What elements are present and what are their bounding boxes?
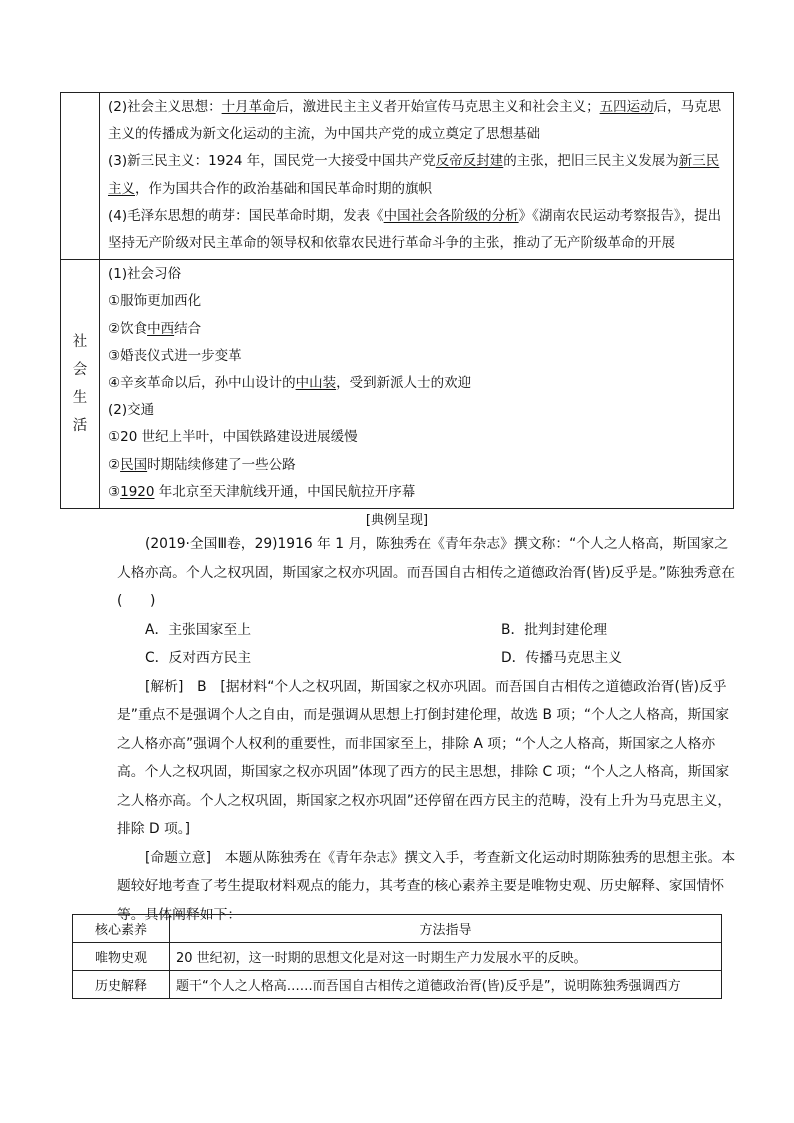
row-method-text: 20 世纪初，这一时期的思想文化是对这一时期生产力发展水平的反映。 [170, 943, 722, 971]
transport-aviation: ③1920 年北京至天津航线开通，中国民航拉开序幕 [108, 483, 416, 500]
transport-highway: ②民国时期陆续修建了一些公路 [108, 456, 296, 473]
mao-thought-item: (4)毛泽东思想的萌芽：国民革命时期，发表《中国社会各阶级的分析》《湖南农民运动考察报告》，提出坚持无产阶级对民主革命的领导权和依靠农民进行革命斗争的主张，推动了无产阶级革命的开展 [108, 207, 722, 252]
new-three-principles-item: (3)新三民主义：1924 年，国民党一大接受中国共产党反帝反封建的主张，把旧三民主义发展为新三民主义，作为国共合作的政治基础和国民革命时期的旗帜 [108, 153, 720, 197]
header-core-literacy: 核心素养 [73, 915, 170, 943]
social-life-label: 社 会 生 活 [61, 260, 100, 509]
option-d: D．传播马克思主义 [501, 650, 622, 666]
option-c: C．反对西方民主 [145, 650, 252, 666]
row-method-text: 题干“个人之人格高……而吾国自古相传之道德政治胥(皆)反乎是”，说明陈独秀强调西方 [170, 971, 722, 999]
intent-paragraph: [命题立意] 本题从陈独秀在《青年杂志》撰文入手，考查新文化运动时期陈独秀的思想主张。本题较好地考查了考生提取材料观点的能力，其考查的核心素养主要是唯物史观、历史解释、家国情怀等。具体阐释如下： [117, 849, 736, 923]
table-row [73, 943, 722, 971]
question-stem: (2019·全国Ⅲ卷，29)1916 年 1 月，陈独秀在《青年杂志》撰文称：“个人之人格高，斯国家之人格亦高。个人之权巩固，斯国家之权亦巩固。而吾国自古相传之道德政治胥(皆)反乎是。”陈独秀意在( ) [117, 536, 736, 609]
social-life-content [100, 260, 734, 509]
thought-row-label [61, 93, 100, 260]
custom-food: ②饮食中西结合 [108, 320, 202, 337]
transport-railway: ①20 世纪上半叶，中国铁路建设进展缓慢 [108, 429, 358, 446]
social-life-row [61, 260, 734, 509]
thought-row-content [100, 93, 734, 260]
custom-ceremony: ③婚丧仪式进一步变革 [108, 347, 242, 364]
table-row [73, 971, 722, 999]
options-row-2 [117, 644, 737, 673]
customs-heading: (1)社会习俗 [108, 266, 182, 283]
row-literacy-name: 唯物史观 [73, 943, 170, 971]
example-title: [典例呈现] [365, 513, 429, 528]
custom-zhongshan-suit: ④辛亥革命以后，孙中山设计的中山装，受到新派人士的欢迎 [108, 375, 472, 392]
literacy-table-header [73, 915, 722, 943]
options-row-1 [117, 616, 737, 645]
option-a: A．主张国家至上 [145, 621, 252, 638]
analysis-paragraph: [解析] B [据材料“个人之权巩固，斯国家之权亦巩固。而吾国自古相传之道德政治胥(皆)反乎是”重点不是强调个人之自由，而是强调从思想上打倒封建伦理，故选 B 项；“个人之人格高，斯国家之人格亦高”强调个人权利的重要性，而非国家至上，排除 A 项；“个人之人格高，斯国家之人格亦高。个人之权巩固，斯国家之权亦巩固”体现了西方的民主思想，排除 C 项；“个人之人格高，斯国家之人格亦高。个人之权巩固，斯国家之权亦巩固”还停留在西方民主的范畴，没有上升为马克思主义，排除 D 项。] [117, 678, 732, 837]
thought-row [61, 93, 734, 260]
option-b: B．批判封建伦理 [501, 621, 608, 638]
row-literacy-name: 历史解释 [73, 971, 170, 999]
transport-heading: (2)交通 [108, 402, 155, 419]
header-method-guide: 方法指导 [170, 915, 722, 943]
custom-clothing: ①服饰更加西化 [108, 293, 202, 310]
knowledge-table [60, 92, 734, 509]
question-block [117, 530, 737, 929]
literacy-table [72, 914, 722, 999]
socialism-item: (2)社会主义思想：十月革命后，激进民主主义者开始宣传马克思主义和社会主义；五四运动后，马克思主义的传播成为新文化运动的主流，为中国共产党的成立奠定了思想基础 [108, 99, 722, 143]
